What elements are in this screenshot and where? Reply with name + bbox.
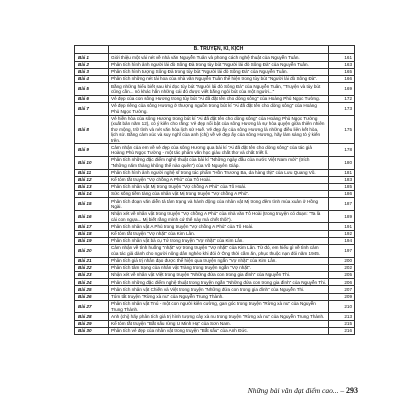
toc-row: [75, 320, 355, 327]
toc-row-page: 215: [329, 320, 355, 327]
toc-row-number: Bài 3: [75, 68, 109, 75]
toc-row: [75, 176, 355, 183]
toc-row-number: Bài 30: [75, 327, 109, 334]
toc-row-title: Phân tích tâm trạng của nhân vật Tràng trong truyện ngắn "Vợ nhặt".: [109, 264, 329, 271]
toc-row-page: 185: [329, 183, 355, 190]
toc-row-number: Bài 17: [75, 223, 109, 230]
toc-row-title: Giới thiệu một vài nét về nhà văn Nguyễn Tuân và phong cách nghệ thuật của Nguyễn Tuân.: [109, 54, 329, 61]
toc-row-title: Vẻ hiền hòa của sông Hương trong bút kí "Ai đã đặt tên cho dòng sông" của Hoàng Phủ Ngọc Tường (xuất bản năm 12), có ý kiến cho rằng: Vẻ đẹp nổi bật của sông Hương là sự hòa quyện giữa thiên nhiên thơ mộng, trữ tình và nét văn hóa lịch sử Huế. Vẻ đẹp ấy của sông Hương là những điều liên kết hòa, lịch sử. Bằng cảm xúc và suy nghĩ của anh (chị) về vẻ đẹp ấy của sông Hương, hãy làm sáng tỏ ý kiến trên.: [109, 115, 329, 144]
toc-row-number: Bài 4: [75, 75, 109, 82]
toc-row: [75, 300, 355, 313]
toc-row: [75, 293, 355, 300]
toc-row-title: Cảm nhận của em về vẻ đẹp của sông Hương qua bài kí "Ai đã đặt tên cho dòng sông" của tác giả Hoàng Phủ Ngọc Tường - một tác phẩm văn học giàu chất thơ và chất triết lí.: [109, 144, 329, 157]
toc-row-page: 166: [329, 75, 355, 82]
toc-row-number: Bài 27: [75, 300, 109, 313]
toc-row-number: Bài 15: [75, 198, 109, 211]
toc-row-page: 173: [329, 102, 355, 115]
toc-row: [75, 279, 355, 286]
toc-row-number: Bài 13: [75, 183, 109, 190]
toc-row-page: 189: [329, 210, 355, 223]
toc-row-title: Phân tích hình ảnh người nghệ sĩ trong tác phẩm "Hồn Trương Ba, da hàng thịt" của Lưu Quang Vũ.: [109, 169, 329, 176]
toc-row-page: 194: [329, 237, 355, 244]
toc-row-number: Bài 14: [75, 191, 109, 198]
toc-row-page: 213: [329, 313, 355, 320]
section-header: B. TRUYỆN, KÍ, KỊCH: [109, 46, 329, 54]
toc-row-number: Bài 26: [75, 293, 109, 300]
toc-row-title: Phân tích nhân vật Mị trong truyện "Vợ chồng A Phủ" của Tô Hoài.: [109, 183, 329, 190]
toc-row-number: Bài 6: [75, 95, 109, 102]
toc-row: [75, 313, 355, 320]
toc-row-number: Bài 24: [75, 279, 109, 286]
toc-row: [75, 169, 355, 176]
section-header-spacer-right: [329, 46, 355, 54]
toc-row-title: Phân tích nhân vật Chiến và Việt trong truyện "Những đứa con trong gia đình" của Nguyễn Thi.: [109, 286, 329, 293]
toc-row-title: Vẻ đẹp của con sông Hương trong tùy bút "Ai đã đặt tên cho dòng sông" của Hoàng Phủ Ngọc Tường.: [109, 95, 329, 102]
toc-row-page: 216: [329, 327, 355, 334]
toc-row-number: Bài 29: [75, 320, 109, 327]
toc-row-page: 192: [329, 230, 355, 237]
toc-row: [75, 75, 355, 82]
toc-row: [75, 191, 355, 198]
toc-row-title: Phân tích nhân vật Tnú - một con người kiên cường, gan góc trong truyện "Rừng xà nu" của Nguyễn Trung Thành.: [109, 300, 329, 313]
toc-row-number: Bài 9: [75, 144, 109, 157]
toc-row-title: Phân tích đoạn văn diễn tả tâm trạng và hành động của nhân vật Mị trong đêm tình mùa xuân ở Hồng Ngài.: [109, 198, 329, 211]
toc-row-number: Bài 22: [75, 264, 109, 271]
toc-row-title: Phân tích hình ảnh người lái đò Sông Đà trong tùy bút "Người lái đò Sông Đà" của Nguyễn Tuân.: [109, 61, 329, 68]
toc-row-page: 183: [329, 176, 355, 183]
toc-row-page: 161: [329, 54, 355, 61]
toc-row-page: 200: [329, 257, 355, 264]
toc-row-page: 180: [329, 156, 355, 169]
toc-row-page: 191: [329, 223, 355, 230]
footer-page-number: 293: [346, 386, 358, 395]
toc-row: [75, 272, 355, 279]
toc-row-page: 163: [329, 61, 355, 68]
toc-row-page: 169: [329, 83, 355, 96]
toc-row: [75, 223, 355, 230]
toc-row-number: Bài 2: [75, 61, 109, 68]
toc-row: [75, 237, 355, 244]
toc-row-title: Nhận xét về nhân vật trong truyện "Vợ chồng A Phủ" của nhà văn Tô Hoài (trong truyện có đoạn: "Ta là cái con ngựa... Mị biết rằng mình cứ thế này mà chết thôi").: [109, 210, 329, 223]
toc-row-title: Cảm nhận về tình huống "nhặt" vợ trong truyện "Vợ nhặt" của Kim Lân. Từ đó, em hiểu gì về tình cảm của tác giả dành cho người nông dân nghèo khi đói ở Ông thời cầm ăn, phục thuộc nạn đói năm 1945.: [109, 245, 329, 258]
toc-row-title: Tóm tắt truyện "Rừng xà nu" của Nguyễn Trung Thành.: [109, 293, 329, 300]
toc-row: [75, 210, 355, 223]
toc-row-page: 187: [329, 198, 355, 211]
toc-row-title: Phân tích giá trị nhân đạo được thể hiện qua truyện ngắn "Vợ nhặt" của Kim Lân.: [109, 257, 329, 264]
toc-row-number: Bài 1: [75, 54, 109, 61]
toc-row-page: 165: [329, 68, 355, 75]
toc-row-number: Bài 16: [75, 210, 109, 223]
toc-row-number: Bài 19: [75, 237, 109, 244]
toc-row: [75, 61, 355, 68]
toc-row-number: Bài 23: [75, 272, 109, 279]
toc-row-title: Phân tích vẻ đẹp của nhân vật trong truyện "Bắt sấu" của Anh Đức.: [109, 327, 329, 334]
toc-row: [75, 54, 355, 61]
toc-row-number: Bài 21: [75, 257, 109, 264]
toc-row-title: Kể tóm tắt truyện "Bắt sấu rừng U Minh Hạ" của Sơn Nam.: [109, 320, 329, 327]
toc-row-page: 197: [329, 245, 355, 258]
toc-row-page: 206: [329, 279, 355, 286]
toc-row: [75, 102, 355, 115]
toc-row-title: Sức sống tiềm tàng của nhân vật Mị trong truyện "Vợ chồng A Phủ".: [109, 191, 329, 198]
footer-book-title: Những bài văn đạt điểm cao... –: [247, 386, 345, 395]
toc-row-page: 172: [329, 95, 355, 102]
toc-row-page: 186: [329, 191, 355, 198]
toc-row: [75, 156, 355, 169]
toc-row: [75, 115, 355, 144]
toc-row: [75, 198, 355, 211]
toc-row-title: Kể tóm tắt truyện "Vợ nhặt" của Kim Lân.: [109, 230, 329, 237]
toc-row-page: 209: [329, 293, 355, 300]
toc-row-title: Bằng những hiểu biết sau khi đọc tùy bút "Người lái đò Sông Đà" của Nguyễn Tuân, "Truyện và tùy bút cũng cần... nó khác hẳn những cái đó được viết bằng ngòi bút của một người...": [109, 83, 329, 96]
toc-row-page: 181: [329, 169, 355, 176]
toc-row-title: Kể tóm tắt truyện "Vợ chồng A Phủ" của Tô Hoài.: [109, 176, 329, 183]
toc-row: [75, 68, 355, 75]
toc-row-page: 202: [329, 264, 355, 271]
toc-row: [75, 286, 355, 293]
section-header-row: [75, 46, 355, 54]
toc-row: [75, 230, 355, 237]
toc-row: [75, 257, 355, 264]
toc-row: [75, 83, 355, 96]
toc-row: [75, 144, 355, 157]
toc-row-number: Bài 8: [75, 115, 109, 144]
toc-row-title: Phân tích nhân vật A Phủ trong truyện "Vợ chồng A Phủ" của Tô Hoài.: [109, 223, 329, 230]
page-footer: [208, 386, 358, 395]
toc-row-title: Nhận xét về nhân vật Việt trong truyện "Những đứa con trong gia đình" của Nguyễn Thi.: [109, 272, 329, 279]
toc-row-number: Bài 25: [75, 286, 109, 293]
toc-row-title: Phân tích những nét tài hoa của nhà văn Nguyễn Tuân thể hiện trong tùy bút "Người lái đò Sông Đà".: [109, 75, 329, 82]
toc-row-number: Bài 5: [75, 83, 109, 96]
toc-row-page: 207: [329, 286, 355, 293]
toc-row: [75, 264, 355, 271]
toc-row-title: Phân tích những đặc điểm nghệ thuật của bài kí "Những ngày đầu của nước Việt Nam mới" (trích "Những năm tháng không thể nào quên") của Võ Nguyên Giáp.: [109, 156, 329, 169]
table-of-contents: [74, 45, 355, 335]
toc-row: [75, 183, 355, 190]
toc-row-number: Bài 12: [75, 176, 109, 183]
section-header-spacer-left: [75, 46, 109, 54]
toc-row: [75, 327, 355, 334]
toc-row: [75, 245, 355, 258]
toc-row-number: Bài 10: [75, 156, 109, 169]
toc-row-title: Phân tích nhân vật bà cụ Tứ trong truyện "Vợ nhặt" của Kim Lân.: [109, 237, 329, 244]
toc-row-number: Bài 20: [75, 245, 109, 258]
toc-row-page: 178: [329, 144, 355, 157]
toc-row-title: Anh (chị) hãy phân tích giá trị hình tượng cây xà nu trong truyện "Rừng xà nu" của Nguyễn Trung Thành.: [109, 313, 329, 320]
toc-row-page: 210: [329, 300, 355, 313]
toc-row: [75, 95, 355, 102]
toc-row-title: Phân tích hình tượng Sông Đà trong tùy bút "Người lái đò Sông Đà" của Nguyễn Tuân.: [109, 68, 329, 75]
toc-row-number: Bài 18: [75, 230, 109, 237]
toc-row-title: Phân tích những đặc điểm nghệ thuật trong truyện ngắn "Những đứa con trong gia đình" của Nguyễn Thi.: [109, 279, 329, 286]
toc-row-number: Bài 11: [75, 169, 109, 176]
toc-row-title: Vẻ đẹp riêng của sông Hương ở thượng nguồn trong bút kí "Ai đã đặt tên cho dòng sông" của Hoàng Phủ Ngọc Tường.: [109, 102, 329, 115]
toc-row-page: 175: [329, 115, 355, 144]
toc-row-number: Bài 28: [75, 313, 109, 320]
toc-row-number: Bài 7: [75, 102, 109, 115]
toc-row-page: 205: [329, 272, 355, 279]
